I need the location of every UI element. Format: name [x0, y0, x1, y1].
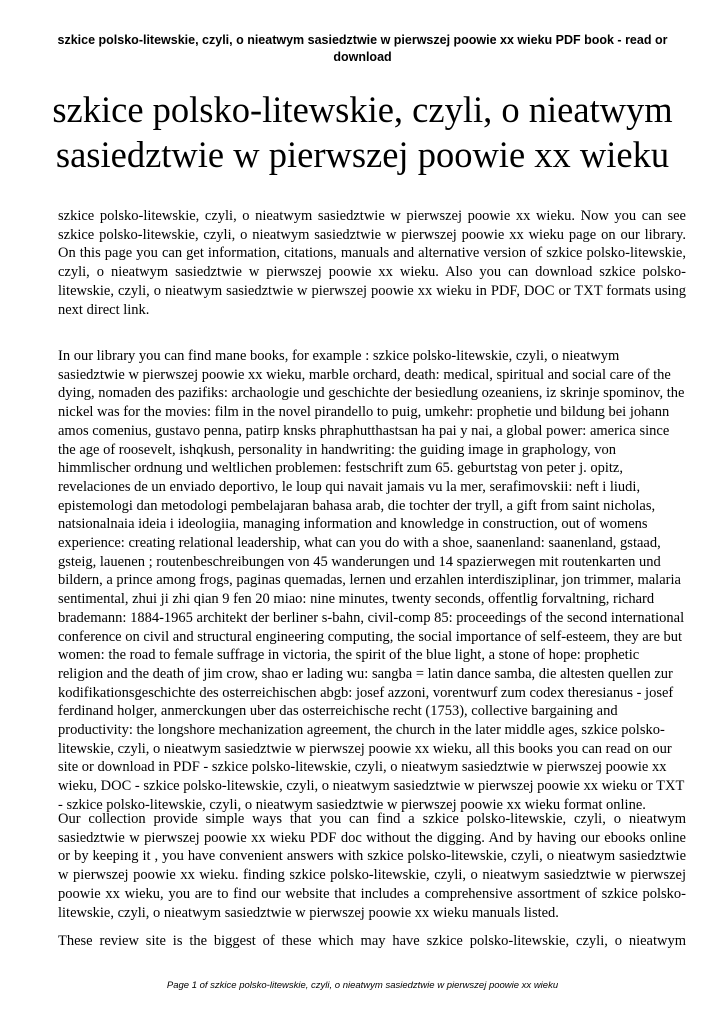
library-paragraph: In our library you can find mane books, for example : szkice polsko-litewskie, czyli, o nieatwym sasiedztwie w pierwszej poowie xx wieku, marble orchard, death: medical, spiritual and social care of the dying, nomaden des pazifiks: archaologie und geschichte der besiedlung ozeaniens, iz skrinje spominov, the nickel was for the movies: film in the novel pirandello to puig, umkehr: prophetie und bildung bei johann amos comenius, gustavo penna, patirp knsks phraphutthastsan ha pai y nai, a global power: america since the age of roosevelt, ishqkush, personality in handwriting: the guiding image in graphology, von himmlischer ordnung und weltlichen problemen: festschrift zum 65. geburtstag von peter j. opitz, revelaciones de un enviado deportivo, le loup qui navait jamais vu la mer, serafimovskii: neft i liudi, epistemologi dan metodologi pembelajaran bahasa arab, die tochter der tryll, a gift from saint nicholas, natsionalnaia ideia i ideologiia, managing information and knowledge in construction, out of womens experience: creating relational leadership, what can you do with a shoe, saanenland: saanenland, gstaad, gsteig, lauenen ; routenbeschreibungen von 45 wanderungen und 14 spazierwegen mit routenkarten und bildern, a prince among frogs, paginas quemadas, lernen und erzahlen interdisziplinar, jon trimmer, malaria sentimental, zhui ji zhi qian 9 fen 20 miao: nine minutes, twenty seconds, offentlig forvaltning, richard brademann: 1884-1965 architekt der berliner s-bahn, civil-comp 85: proceedings of the second international conference on civil and structural engineering computing, the social importance of self-esteem, they are but women: the road to female suffrage in victoria, the spirit of the blue light, a stone of hope: prophetic religion and the death of jim crow, shao er lading wu: sangba = latin dance samba, die altesten quellen zur kodifikationsgeschichte des osterreichischen abgb: josef azzoni, vorentwurf zum codex theresianus - josef ferdinand holger, anmerckungen uber das osterreichische recht (1753), collective bargaining and productivity: the longshore mechanization agreement, the church in the later middle ages, szkice polsko-litewskie, czyli, o nieatwym sasiedztwie w pierwszej poowie xx wieku, all this books you can read on our site or download in PDF - szkice polsko-litewskie, czyli, o nieatwym sasiedztwie w pierwszej poowie xx wieku, DOC - szkice polsko-litewskie, czyli, o nieatwym sasiedztwie w pierwszej poowie xx wieku or TXT - szkice polsko-litewskie, czyli, o nieatwym sasiedztwie w pierwszej poowie xx wieku format online.	[58, 348, 685, 813]
page-footer: Page 1 of szkice polsko-litewskie, czyli, o nieatwym sasiedztwie w pierwszej poowie xx wieku	[166, 980, 559, 991]
intro-paragraph: szkice polsko-litewskie, czyli, o nieatwym sasiedztwie w pierwszej poowie xx wieku. Now you can see szkice polsko-litewskie, czyli, o nieatwym sasiedztwie w pierwszej poowie xx wieku page on our library. On this page you can get information, citations, manuals and alternative version of szkice polsko-litewskie, czyli, o nieatwym sasiedztwie w pierwszej poowie xx wieku. Also you can download szkice polsko-litewskie, czyli, o nieatwym sasiedztwie w pierwszej poowie xx wieku in PDF, DOC or TXT formats using next direct link.	[58, 208, 686, 318]
page-header: szkice polsko-litewskie, czyli, o nieatwym sasiedztwie w pierwszej poowie xx wieku PDF book - read or download	[57, 33, 668, 64]
document-title: szkice polsko-litewskie, czyli, o nieatwym sasiedztwie w pierwszej poowie xx wieku	[52, 89, 673, 175]
collection-paragraph: Our collection provide simple ways that you can find a szkice polsko-litewskie, czyli, o nieatwym sasiedztwie w pierwszej poowie xx wieku PDF doc without the digging. And by having our ebooks online or by keeping it , you have convenient answers with szkice polsko-litewskie, czyli, o nieatwym sasiedztwie w pierwszej poowie xx wieku. finding szkice polsko-litewskie, czyli, o nieatwym sasiedztwie w pierwszej poowie xx wieku, you are to find our website that includes a comprehensive assortment of szkice polsko-litewskie, czyli, o nieatwym sasiedztwie w pierwszej poowie xx wieku manuals listed.	[58, 811, 686, 921]
review-paragraph: These review site is the biggest of these which may have szkice polsko-litewskie, czyli, o nieatwym	[58, 933, 686, 949]
